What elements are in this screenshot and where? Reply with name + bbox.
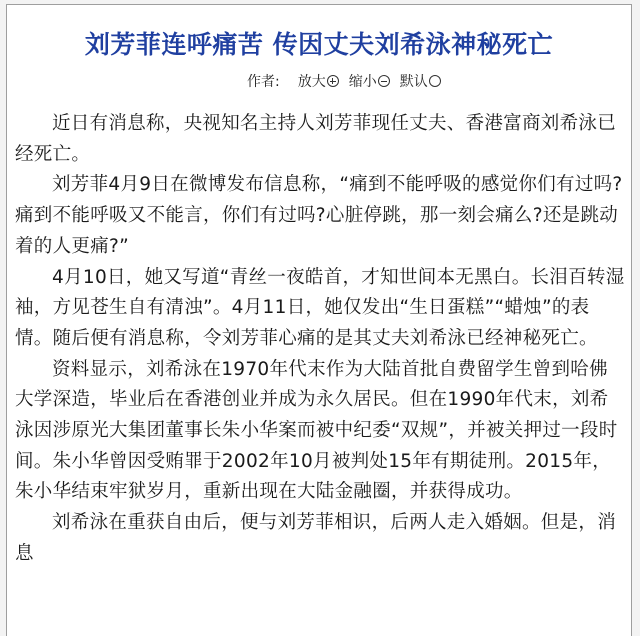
article-body	[15, 109, 625, 570]
font-enlarge-button[interactable]	[298, 71, 339, 91]
article-meta-bar	[247, 71, 451, 91]
paragraph: 刘希泳在重获自由后，便与刘芳菲相识，后两人走入婚姻。但是，消息	[15, 512, 617, 564]
plus-icon	[327, 75, 339, 87]
article-title: 刘芳菲连呼痛苦 传因丈夫刘希泳神秘死亡	[84, 30, 554, 59]
font-reset-button[interactable]	[400, 71, 441, 91]
paragraph: 4月10日，她又写道“青丝一夜皓首，才知世间本无黑白。长泪百转湿袖，方见苍生自有清浊”。4月11日，她仅发出“生日蛋糕”“蜡烛”的表情。随后便有消息称，令刘芳菲心痛的是其丈夫刘希泳已经神秘死亡。	[15, 266, 625, 349]
minus-icon	[378, 75, 390, 87]
author-label: 作者:	[247, 74, 280, 90]
font-shrink-label: 缩小	[348, 74, 377, 90]
font-shrink-button[interactable]	[349, 71, 390, 91]
paragraph: 资料显示，刘希泳在1970年代末作为大陆首批自费留学生曾到哈佛大学深造，毕业后在香港创业并成为永久居民。但在1990年代末，刘希泳因涉原光大集团董事长朱小华案而被中纪委“双规”，并被关押过一段时间。朱小华曾因受贿罪于2002年10月被判处15年有期徒刑。2015年，朱小华结束牢狱岁月，重新出现在大陆金融圈，并获得成功。	[15, 358, 618, 503]
circle-icon	[429, 75, 441, 87]
paragraph: 刘芳菲4月9日在微博发布信息称，“痛到不能呼吸的感觉你们有过吗?痛到不能呼吸又不能言，你们有过吗?心脏停跳，那一刻会痛么?还是跳动着的人更痛?”	[15, 174, 623, 257]
paragraph: 近日有消息称，央视知名主持人刘芳菲现任丈夫、香港富商刘希泳已经死亡。	[15, 113, 617, 165]
font-enlarge-label: 放大	[297, 74, 326, 90]
font-reset-label: 默认	[399, 74, 428, 90]
article-frame	[6, 4, 632, 636]
